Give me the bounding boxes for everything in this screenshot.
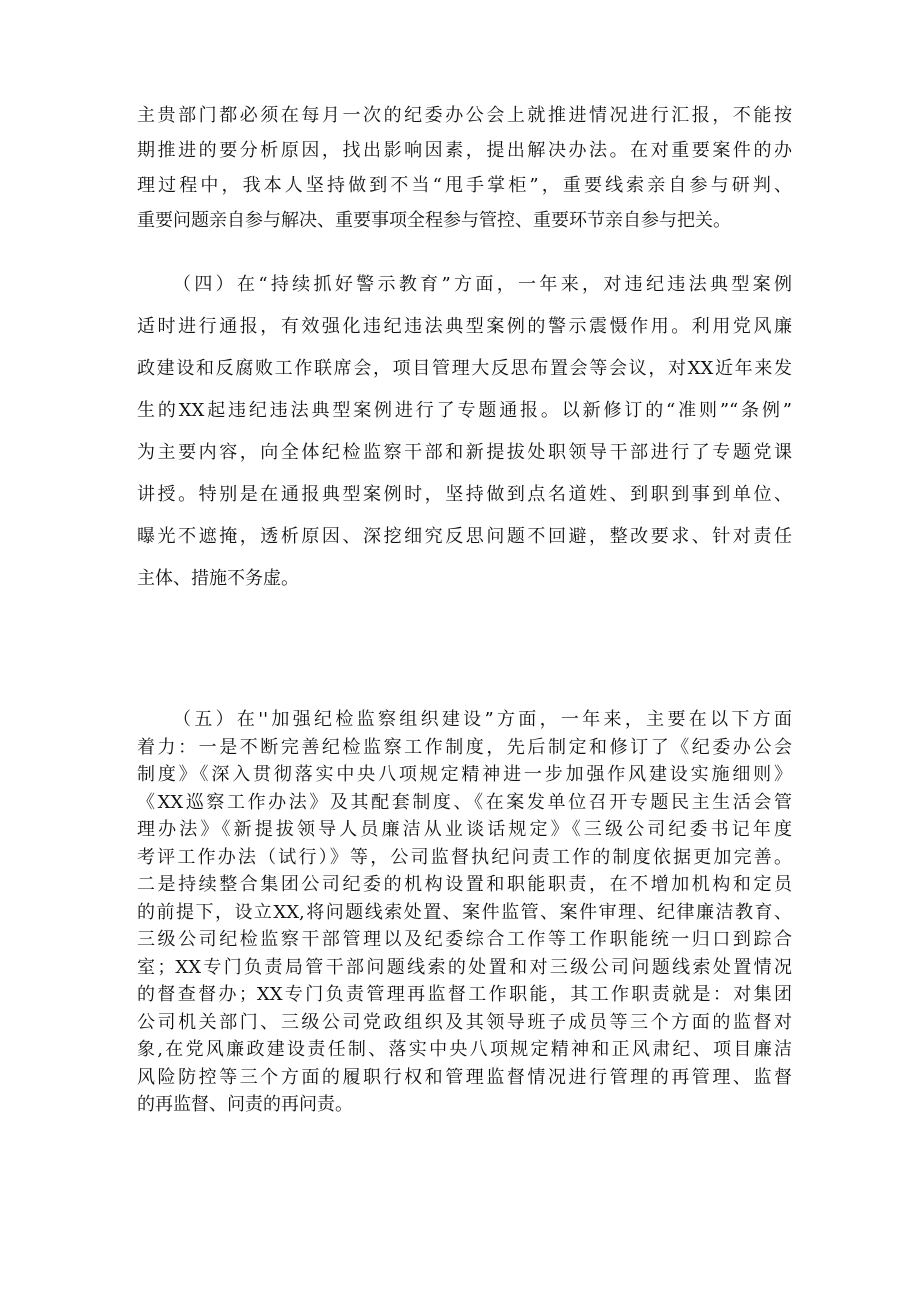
text-line: 的再监督、问责的再问责。 xyxy=(137,1094,353,1115)
text-line: 公司机关部门、三级公司党政组织及其领导班子成员等三个方面的监督对 xyxy=(137,1011,792,1033)
text-line: 制度》《深入贯彻落实中央八项规定精神进一步加强作风建设实施细则》 xyxy=(137,764,792,785)
paragraph-3 xyxy=(137,706,792,1119)
text-line: 《XX巡察工作办法》及其配套制度、《在案发单位召开专题民主生活会管 xyxy=(137,791,792,813)
text-line: 三级公司纪检监察干部管理以及纪委综合工作等工作职能统一归口到踪合 xyxy=(137,929,792,950)
text-line: 适时进行通报，有效强化违纪违法典型案例的警示震慑作用。利用党风廉 xyxy=(137,316,792,337)
text-line: 理办法》《新提拔领导人员廉洁从业谈话规定》《三级公司纪委书记年度 xyxy=(137,819,792,840)
text-line: 室；XX专门负责局管干部问题线索的处置和对三级公司问题线索处置情况 xyxy=(137,956,792,978)
text-line: 期推进的要分析原因，找出影响因素，提出解决办法。在对重要案件的办 xyxy=(137,140,792,161)
text-line: 考评工作办法（试行）》等，公司监督执纪问责工作的制度依据更加完善。 xyxy=(137,846,792,868)
text-line: 政建设和反腐败工作联席会，项目管理大反思布置会等会议，对XX近年来发 xyxy=(137,358,792,379)
text-line: （四）在“持续抓好警示教育”方面，一年来，对违纪违法典型案例 xyxy=(173,274,792,295)
text-line: 的督查督办；XX专门负责管理再监督工作职能，其工作职责就是：对集团 xyxy=(137,984,792,1005)
paragraph-1 xyxy=(137,98,792,238)
text-line: 曝光不遮掩，透析原因、深挖细究反思问题不回避，整改要求、针对责任 xyxy=(137,526,792,547)
paragraph-2 xyxy=(137,264,792,600)
text-line: 讲授。特别是在通报典型案例时，坚持做到点名道姓、到职到事到单位、 xyxy=(137,484,792,505)
text-line: 主贵部门都必须在每月一次的纪委办公会上就推进情况进行汇报，不能按 xyxy=(137,105,792,126)
text-line: （五）在''加强纪检监察组织建设”方面，一年来，主要在以下方面 xyxy=(173,709,792,730)
text-line: 重要问题亲自参与解决、重要事项全程参与管控、重要环节亲自参与把关。 xyxy=(137,210,731,231)
text-line: 生的XX起违纪违法典型案例进行了专题通报。以新修订的“准则”“条例” xyxy=(137,400,792,421)
text-line: 着力：一是不断完善纪检监察工作制度，先后制定和修订了《纪委办公会 xyxy=(137,736,792,758)
text-line: 理过程中，我本人坚持做到不当“甩手掌柜”，重要线索亲自参与研判、 xyxy=(137,175,792,196)
text-line: 象,在党风廉政建设责任制、落实中央八项规定精神和正风肃纪、项目廉洁 xyxy=(137,1039,792,1060)
text-line: 二是持续整合集团公司纪委的机构设置和职能职责，在不增加机构和定员 xyxy=(137,874,792,895)
text-line: 为主要内容，向全体纪检监察干部和新提拔处职领导干部进行了专题党课 xyxy=(137,442,792,463)
text-line: 的前提下，设立XX,将问题线索处置、案件监管、案件审理、纪律廉洁教育、 xyxy=(137,901,792,923)
text-line: 主体、措施不务虚。 xyxy=(137,568,299,589)
text-line: 风险防控等三个方面的履职行权和管理监督情况进行管理的再管理、监督 xyxy=(137,1066,792,1088)
